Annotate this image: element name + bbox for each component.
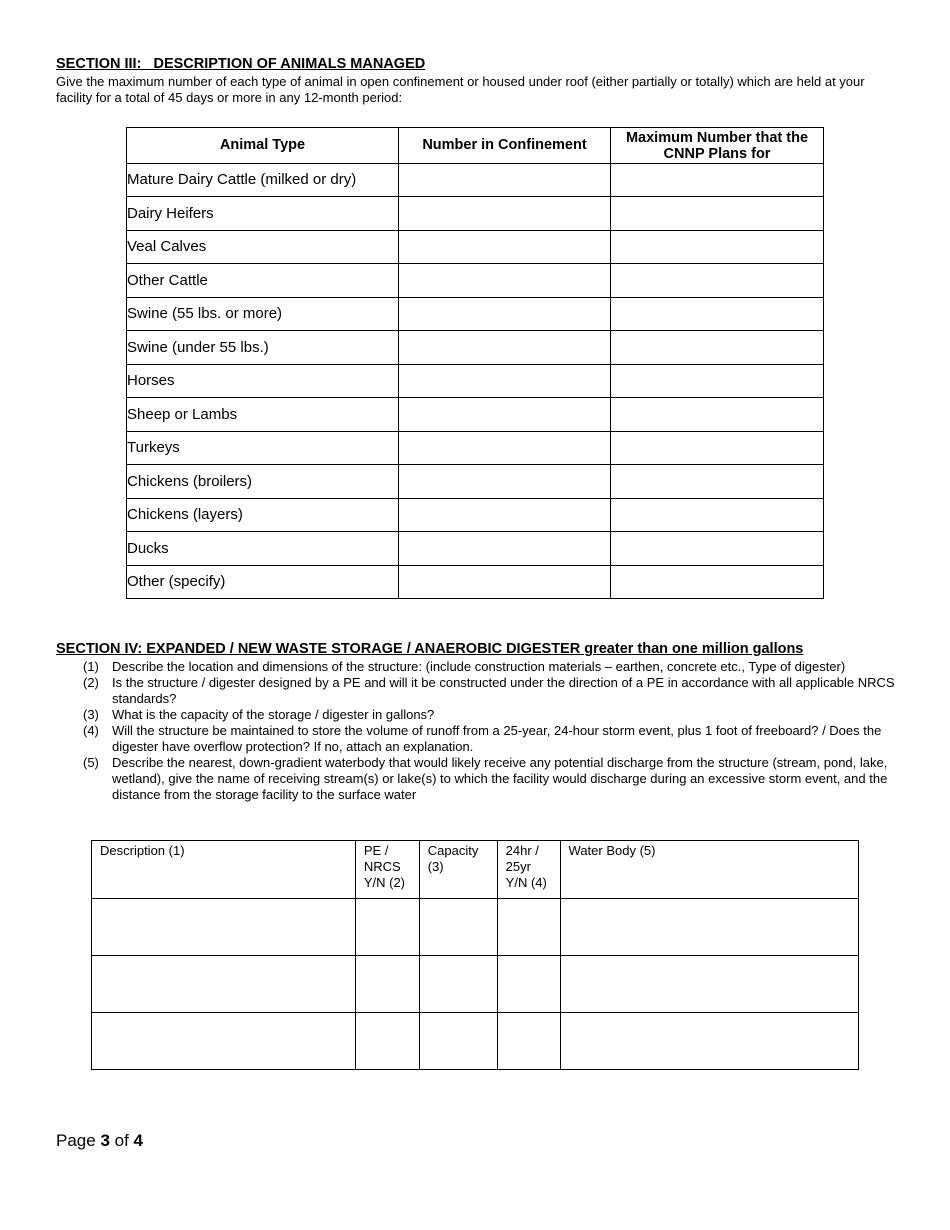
number-in-confinement-field[interactable]	[399, 163, 611, 197]
number-in-confinement-field[interactable]	[399, 264, 611, 298]
number-in-confinement-field[interactable]	[399, 331, 611, 365]
section-3-intro: Give the maximum number of each type of animal in open confinement or housed under roof (either partially or totally) which are held at your facility for a total of 45 days or more in any 12-month period:	[56, 74, 865, 105]
list-item	[56, 723, 896, 755]
table-row	[127, 364, 824, 398]
max-number-field[interactable]	[611, 398, 824, 432]
description-field[interactable]	[92, 1013, 356, 1070]
animal-type-cell: Sheep or Lambs	[127, 398, 399, 432]
animal-type-cell: Ducks	[127, 532, 399, 566]
storm-event-field[interactable]	[497, 899, 560, 956]
table-row	[127, 197, 824, 231]
pe-nrcs-field[interactable]	[355, 899, 419, 956]
number-in-confinement-field[interactable]	[399, 297, 611, 331]
number-in-confinement-field[interactable]	[399, 532, 611, 566]
max-number-field[interactable]	[611, 364, 824, 398]
description-field[interactable]	[92, 899, 356, 956]
item-text: Is the structure / digester designed by a PE and will it be constructed under the direction of a PE in accordance with all applicable NRCS standards?	[112, 675, 895, 706]
number-in-confinement-field[interactable]	[399, 364, 611, 398]
table-row	[127, 431, 824, 465]
item-number: (1)	[83, 659, 99, 674]
table-row	[127, 498, 824, 532]
storm-event-field[interactable]	[497, 956, 560, 1013]
animal-type-cell: Turkeys	[127, 431, 399, 465]
number-in-confinement-field[interactable]	[399, 498, 611, 532]
item-text: Will the structure be maintained to store the volume of runoff from a 25-year, 24-hour storm event, plus 1 foot of freeboard? / Does the digester have overflow protection? If no, attach an explanation.	[112, 723, 882, 754]
water-body-field[interactable]	[560, 899, 858, 956]
animal-type-cell: Dairy Heifers	[127, 197, 399, 231]
max-number-field[interactable]	[611, 264, 824, 298]
item-number: (3)	[83, 707, 99, 722]
number-in-confinement-field[interactable]	[399, 465, 611, 499]
description-field[interactable]	[92, 956, 356, 1013]
storage-table-header	[92, 841, 859, 899]
header-max-number-label: Maximum Number that the CNNP Plans for	[625, 130, 809, 160]
number-in-confinement-field[interactable]	[399, 197, 611, 231]
list-item	[56, 675, 896, 707]
section-3-title: SECTION III: DESCRIPTION OF ANIMALS MANAGED	[56, 56, 426, 72]
capacity-field[interactable]	[419, 1013, 497, 1070]
animals-table-header	[127, 128, 824, 164]
animal-type-cell: Swine (under 55 lbs.)	[127, 331, 399, 365]
capacity-field[interactable]	[419, 899, 497, 956]
page-current: 3	[100, 1131, 110, 1150]
list-item	[56, 659, 896, 675]
capacity-field[interactable]	[419, 956, 497, 1013]
page-number	[56, 1131, 143, 1151]
table-row	[127, 465, 824, 499]
max-number-field[interactable]	[611, 230, 824, 264]
number-in-confinement-field[interactable]	[399, 398, 611, 432]
table-row	[92, 899, 859, 956]
table-row	[127, 331, 824, 365]
water-body-field[interactable]	[560, 1013, 858, 1070]
header-description: Description (1)	[92, 841, 356, 899]
animal-type-cell: Chickens (broilers)	[127, 465, 399, 499]
number-in-confinement-field[interactable]	[399, 565, 611, 599]
water-body-field[interactable]	[560, 956, 858, 1013]
item-text: Describe the location and dimensions of the structure: (include construction materials – earthen, concrete etc., Type of digester)	[112, 659, 846, 674]
list-item	[56, 755, 896, 803]
header-max-number	[611, 128, 824, 164]
table-row	[127, 230, 824, 264]
table-row	[127, 398, 824, 432]
max-number-field[interactable]	[611, 565, 824, 599]
animal-type-cell: Veal Calves	[127, 230, 399, 264]
max-number-field[interactable]	[611, 431, 824, 465]
item-number: (4)	[83, 723, 99, 738]
page-prefix: Page	[56, 1131, 101, 1150]
animal-type-cell: Other (specify)	[127, 565, 399, 599]
header-water-body: Water Body (5)	[560, 841, 858, 899]
max-number-field[interactable]	[611, 465, 824, 499]
header-number-in-confinement: Number in Confinement	[399, 128, 611, 164]
table-row	[127, 163, 824, 197]
animal-type-cell: Swine (55 lbs. or more)	[127, 297, 399, 331]
item-number: (2)	[83, 675, 99, 690]
pe-nrcs-field[interactable]	[355, 1013, 419, 1070]
number-in-confinement-field[interactable]	[399, 230, 611, 264]
max-number-field[interactable]	[611, 532, 824, 566]
page-total: 4	[133, 1131, 143, 1150]
animal-type-cell: Horses	[127, 364, 399, 398]
max-number-field[interactable]	[611, 163, 824, 197]
table-row	[127, 532, 824, 566]
storage-table	[91, 840, 859, 1070]
storm-event-field[interactable]	[497, 1013, 560, 1070]
table-row	[127, 565, 824, 599]
section-4-title: SECTION IV: EXPANDED / NEW WASTE STORAGE / ANAEROBIC DIGESTER greater than one million gallons	[56, 641, 804, 657]
header-capacity: Capacity (3)	[419, 841, 497, 899]
max-number-field[interactable]	[611, 331, 824, 365]
max-number-field[interactable]	[611, 498, 824, 532]
table-row	[127, 264, 824, 298]
animals-table	[126, 127, 824, 599]
table-row	[127, 297, 824, 331]
section-4-instructions	[56, 659, 896, 803]
pe-nrcs-field[interactable]	[355, 956, 419, 1013]
page-of: of	[109, 1131, 134, 1150]
header-animal-type: Animal Type	[127, 128, 399, 164]
table-row	[92, 1013, 859, 1070]
header-24hr-25yr: 24hr / 25yr Y/N (4)	[497, 841, 560, 899]
number-in-confinement-field[interactable]	[399, 431, 611, 465]
list-item	[56, 707, 896, 723]
animal-type-cell: Chickens (layers)	[127, 498, 399, 532]
table-row	[92, 956, 859, 1013]
max-number-field[interactable]	[611, 197, 824, 231]
header-pe-nrcs: PE / NRCS Y/N (2)	[355, 841, 419, 899]
item-text: Describe the nearest, down-gradient waterbody that would likely receive any potential discharge from the structure (stream, pond, lake, wetland), give the name of receiving stream(s) or lake(s) to which the facility would discharge during an excessive storm event, and the distance from the storage facility to the surface water	[112, 755, 888, 802]
animal-type-cell: Mature Dairy Cattle (milked or dry)	[127, 163, 399, 197]
max-number-field[interactable]	[611, 297, 824, 331]
item-text: What is the capacity of the storage / digester in gallons?	[112, 707, 435, 722]
animal-type-cell: Other Cattle	[127, 264, 399, 298]
item-number: (5)	[83, 755, 99, 770]
